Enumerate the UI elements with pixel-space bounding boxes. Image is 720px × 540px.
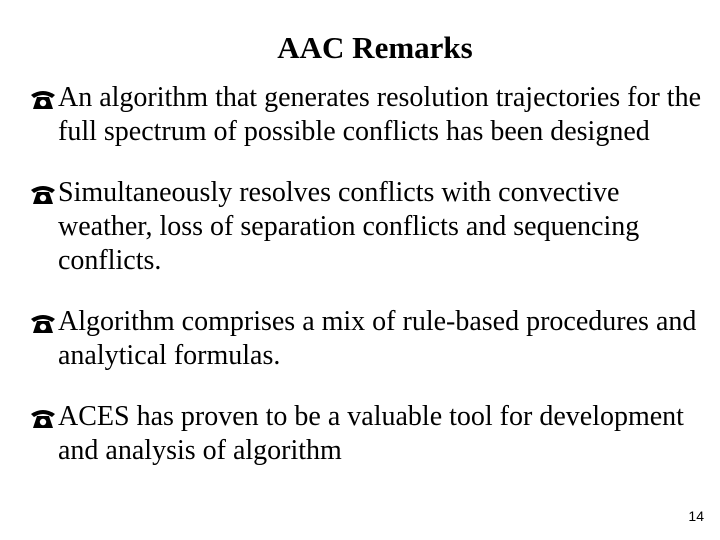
bullet-text: An algorithm that generates resolution trajectories for the full spectrum of possible conflicts has been designed — [58, 82, 702, 147]
bullet-item — [28, 400, 713, 468]
telephone-icon — [28, 86, 58, 112]
page-number: 14 — [688, 508, 704, 524]
bullet-text: ACES has proven to be a valuable tool for development and analysis of algorithm — [58, 401, 684, 466]
bullet-list — [28, 81, 713, 495]
slide-title: AAC Remarks — [277, 30, 473, 65]
bullet-item — [28, 81, 713, 149]
telephone-icon — [28, 405, 58, 431]
telephone-icon — [28, 181, 58, 207]
bullet-text: Simultaneously resolves conflicts with convective weather, loss of separation conflicts and sequencing conflicts. — [58, 177, 640, 276]
bullet-item — [28, 305, 713, 373]
bullet-text: Algorithm comprises a mix of rule-based procedures and analytical formulas. — [58, 306, 697, 371]
telephone-icon — [28, 310, 58, 336]
bullet-item — [28, 176, 713, 278]
